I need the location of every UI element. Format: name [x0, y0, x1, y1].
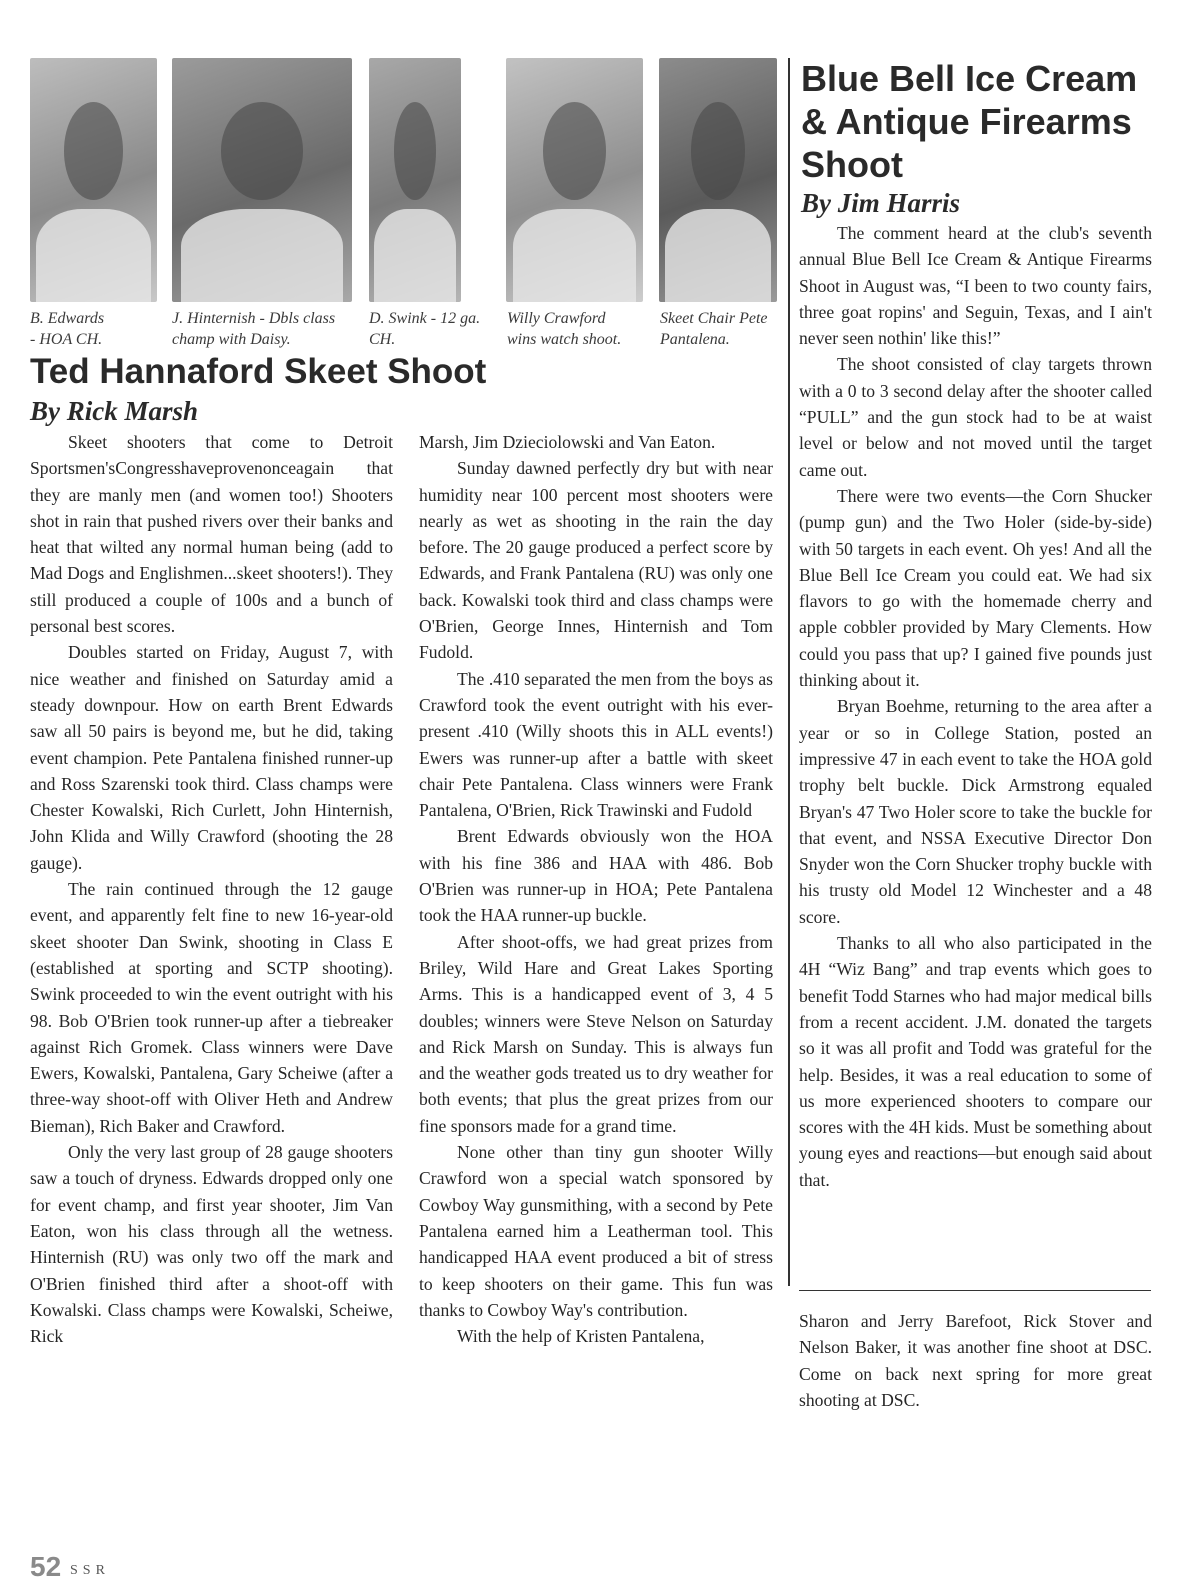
page-number: 52	[30, 1551, 62, 1582]
caption-line: B. Edwards	[30, 310, 105, 327]
article2-column	[799, 220, 1152, 1193]
caption-line: champ with Daisy.	[172, 331, 291, 348]
paragraph: Sunday dawned perfectly dry but with near humidity near 100 percent most shooters were nearly as wet as shooting in the rain the day before. The 20 gauge produced a perfect score by Edwards, and Frank Pantalena (RU) was only one back. Kowalski took third and class champs were O'Brien, George Innes, Hinternish and Tom Fudold.	[419, 458, 773, 663]
article1-column-1	[30, 429, 393, 1349]
paragraph: None other than tiny gun shooter Willy Crawford won a special watch sponsored by Cowboy Way gunsmithing, with a second by Pete Pantalena earned him a Leatherman tool. This handicapped HAA event produced a bit of stress to keep shooters on their game. This fun was thanks to Cowboy Way's contribution.	[419, 1142, 773, 1320]
article2-title: Blue Bell Ice Cream & Antique Firearms Shoot	[801, 58, 1138, 185]
photo-edwards-shirt	[36, 209, 150, 302]
caption-line: D. Swink - 12 ga.	[369, 310, 481, 327]
photo-crawford	[506, 58, 643, 302]
photo-swink	[369, 58, 461, 302]
caption-line: Willy Crawford	[507, 310, 606, 327]
caption-line: wins watch shoot.	[507, 331, 622, 348]
photo-swink-shirt	[374, 209, 457, 302]
caption-line: J. Hinternish - Dbls class	[172, 310, 336, 327]
paragraph: The .410 separated the men from the boys as Crawford took the event outright with his ever-present .410 (Willy shoots this in ALL events!) Ewers was runner-up after a battle with skeet chair Pete Pantalena. Class winners were Frank Pantalena, O'Brien, Rick Trawinski and Fudold	[419, 668, 773, 821]
photo-crawford-shirt	[513, 209, 636, 302]
photo-pantalena-figure	[691, 102, 745, 200]
caption-line: CH.	[369, 331, 396, 348]
paragraph: With the help of Kristen Pantalena,	[457, 1326, 705, 1347]
photo-pantalena-shirt	[665, 209, 771, 302]
paragraph: After shoot-offs, we had great prizes from Briley, Wild Hare and Great Lakes Sporting Arms. This is a handicapped event of 3, 4 5 doubles; winners were Steve Nelson on Saturday and Rick Marsh on Sunday. This is always fun and the weather gods treated us to dry weather for both events; that plus the great prizes from our fine sponsors made for a grand time.	[419, 931, 773, 1136]
caption-edwards	[30, 308, 162, 350]
article1-continuation	[799, 1308, 1152, 1413]
section-divider	[799, 1290, 1151, 1291]
paragraph: Marsh, Jim Dzieciolowski and Van Eaton.	[419, 432, 716, 452]
paragraph: Skeet shooters that come to Detroit Sportsmen'sCongresshaveprovenonceagain that they are manly men (and women too!) Shooters shot in rain that pushed rivers over their banks and heat that wilted any normal human being (add to Mad Dogs and Englishmen...skeet shooters!). They still produced a couple of 100s and a bunch of personal best scores.	[30, 432, 393, 637]
paragraph: The shoot consisted of clay targets thrown with a 0 to 3 second delay after the shooter called “PULL” and the gun stock had to be at waist level or below and not moved until the target came out.	[799, 354, 1152, 480]
caption-line: Pantalena.	[660, 331, 730, 348]
photo-crawford-figure	[543, 102, 606, 200]
paragraph: Thanks to all who also participated in the 4H “Wiz Bang” and trap events which goes to benefit Todd Starnes who had major medical bills from a recent accident. J.M. donated the targets so it was all profit and Todd was grateful for the help. Besides, it was a real education to some of us more experienced shooters to compare our scores with the 4H kids. Must be something about young eyes and reactions—but enough said about that.	[799, 933, 1152, 1190]
caption-pantalena	[660, 308, 785, 350]
paragraph: Doubles started on Friday, August 7, with nice weather and finished on Saturday amid a steady downpour. How on earth Brent Edwards saw all 50 pairs is beyond me, but he did, taking event champion. Pete Pantalena finished runner-up and Ross Szarenski took third. Class champs were Chester Kowalski, Rich Curlett, John Hinternish, John Klida and Willy Crawford (shooting the 28 gauge).	[30, 642, 393, 873]
paragraph: Bryan Boehme, returning to the area after a year or so in College Station, posted an impressive 47 in each event to take the HOA gold trophy belt buckle. Dick Armstrong equaled Bryan's 47 Two Holer score to take the buckle for that event, and NSSA Executive Director Don Snyder won the Corn Shucker trophy buckle with his trusty old Model 12 Winchester and a 48 score.	[799, 696, 1152, 927]
caption-swink	[369, 308, 501, 350]
photo-hinternish	[172, 58, 352, 302]
column-divider	[788, 58, 790, 1286]
caption-line: Skeet Chair Pete	[660, 310, 768, 327]
article2-byline: By Jim Harris	[801, 188, 961, 218]
paragraph: Only the very last group of 28 gauge shooters saw a touch of dryness. Edwards dropped only one for event champ, and first year shooter, Jim Van Eaton, won his class through all the wetness. Hinternish (RU) was only two off the mark and O'Brien finished third after a shoot-off with Kowalski. Class champs were Kowalski, Scheiwe, Rick	[30, 1142, 393, 1347]
paragraph: Brent Edwards obviously won the HOA with his fine 386 and HAA with 486. Bob O'Brien was runner-up in HOA; Pete Pantalena took the HAA runner-up buckle.	[419, 826, 773, 926]
photo-swink-figure	[394, 102, 436, 200]
article1-column-2	[419, 429, 773, 1349]
photo-edwards	[30, 58, 157, 302]
photo-edwards-figure	[64, 102, 122, 200]
photo-hinternish-figure	[221, 102, 304, 200]
paragraph: Sharon and Jerry Barefoot, Rick Stover and Nelson Baker, it was another fine shoot at DSC. Come on back next spring for more great shooting at DSC.	[799, 1311, 1152, 1410]
caption-hinternish	[172, 308, 362, 350]
magazine-name: SSR	[70, 1563, 110, 1578]
photo-hinternish-shirt	[181, 209, 343, 302]
caption-crawford	[507, 308, 652, 350]
photo-pantalena	[659, 58, 777, 302]
paragraph: There were two events—the Corn Shucker (pump gun) and the Two Holer (side-by-side) with 50 targets in each event. Oh yes! And all the Blue Bell Ice Cream you could eat. We had six flavors to go with the homemade cherry and apple cobbler provided by Mary Clements. How could you pass that up? I gained five pounds just thinking about it.	[799, 485, 1152, 691]
paragraph: The comment heard at the club's seventh annual Blue Bell Ice Cream & Antique Firearms Shoot in August was, “I been to two county fairs, three goat ropins' and Seguin, Texas, and I ain't never seen nothin' like this!”	[799, 223, 1152, 349]
article1-title: Ted Hannaford Skeet Shoot	[30, 352, 487, 391]
article1-byline: By Rick Marsh	[30, 396, 199, 426]
caption-line: - HOA CH.	[30, 331, 103, 348]
paragraph: The rain continued through the 12 gauge event, and apparently felt fine to new 16-year-old skeet shooter Dan Swink, shooting in Class E (established at sporting and SCTP shooting). Swink proceeded to win the event outright with his 98. Bob O'Brien took runner-up after a tiebreaker against Rich Gromek. Class winners were Dave Ewers, Kowalski, Pantalena, Gary Scheiwe (after a three-way shoot-off with Oliver Heth and Andrew Bieman), Rich Baker and Crawford.	[30, 879, 393, 1136]
